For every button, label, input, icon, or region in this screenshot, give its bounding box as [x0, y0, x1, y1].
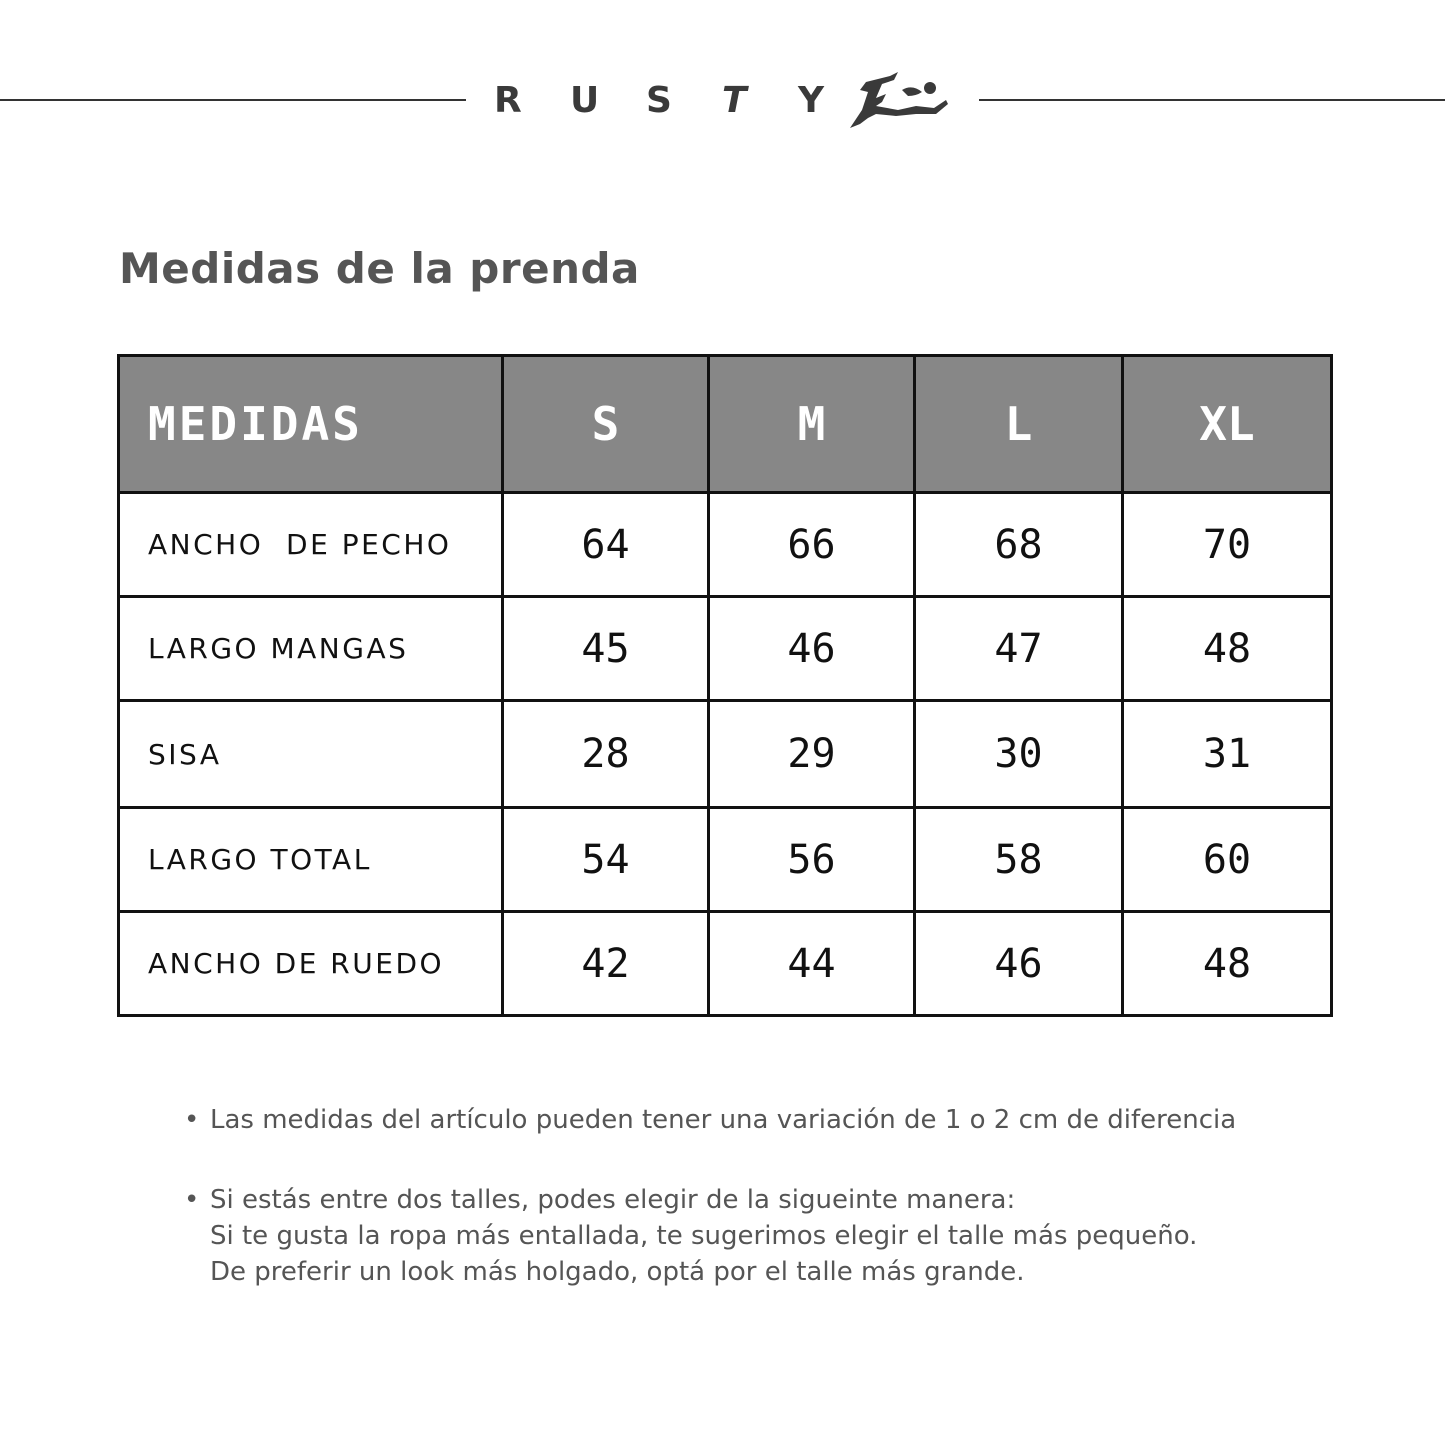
bullet-icon: •: [184, 1185, 200, 1215]
brand-letter: Y: [798, 79, 825, 121]
note-text: [210, 1182, 1197, 1290]
table-cell: 46: [709, 597, 915, 701]
table-cell: 48: [1123, 597, 1332, 701]
table-cell: 28: [503, 701, 709, 808]
note-line: Las medidas del artículo pueden tener una variación de 1 o 2 cm de diferencia: [210, 1105, 1237, 1135]
table-cell: 45: [503, 597, 709, 701]
table-cell: 66: [709, 493, 915, 597]
table-row: [119, 808, 1332, 912]
brand-letter: T: [722, 79, 747, 121]
table-cell: 31: [1123, 701, 1332, 808]
row-label: ANCHO DE RUEDO: [119, 912, 503, 1016]
rusty-r-logo-icon: [846, 70, 950, 132]
header-cell-size-s: S: [503, 356, 709, 493]
header-rule-left: [0, 99, 466, 101]
header-cell-size-m: M: [709, 356, 915, 493]
header-cell-size-xl: XL: [1123, 356, 1332, 493]
table-cell: 64: [503, 493, 709, 597]
header-cell-size-l: L: [915, 356, 1123, 493]
header-rule-right: [979, 99, 1445, 101]
table-row: [119, 493, 1332, 597]
table-cell: 68: [915, 493, 1123, 597]
table-cell: 48: [1123, 912, 1332, 1016]
page-title: Medidas de la prenda: [119, 244, 640, 293]
note-item: [184, 1102, 1334, 1138]
row-label: LARGO MANGAS: [119, 597, 503, 701]
bullet-icon: •: [184, 1105, 200, 1135]
table-header-row: [119, 356, 1332, 493]
header-cell-medidas: MEDIDAS: [119, 356, 503, 493]
table-cell: 58: [915, 808, 1123, 912]
note-line: De preferir un look más holgado, optá por el talle más grande.: [210, 1257, 1025, 1287]
table-row: [119, 701, 1332, 808]
notes-section: [184, 1102, 1334, 1290]
brand-letter: R: [494, 79, 522, 121]
note-line: Si estás entre dos talles, podes elegir de la sigueinte manera:: [210, 1185, 1016, 1215]
row-label: SISA: [119, 701, 503, 808]
brand-letter: S: [646, 79, 672, 121]
table-cell: 56: [709, 808, 915, 912]
table-cell: 47: [915, 597, 1123, 701]
brand-wordmark: [494, 78, 838, 122]
table-row: [119, 912, 1332, 1016]
row-label: ANCHO DE PECHO: [119, 493, 503, 597]
brand-letter: U: [570, 79, 600, 121]
table-cell: 60: [1123, 808, 1332, 912]
table-cell: 30: [915, 701, 1123, 808]
table-cell: 29: [709, 701, 915, 808]
size-chart-table: [117, 354, 1333, 1017]
table-cell: 44: [709, 912, 915, 1016]
table-cell: 54: [503, 808, 709, 912]
table-cell: 46: [915, 912, 1123, 1016]
note-text: [210, 1102, 1236, 1138]
table-cell: 42: [503, 912, 709, 1016]
table-row: [119, 597, 1332, 701]
table-cell: 70: [1123, 493, 1332, 597]
note-line: Si te gusta la ropa más entallada, te sugerimos elegir el talle más pequeño.: [210, 1221, 1198, 1251]
note-item: [184, 1182, 1334, 1290]
row-label: LARGO TOTAL: [119, 808, 503, 912]
